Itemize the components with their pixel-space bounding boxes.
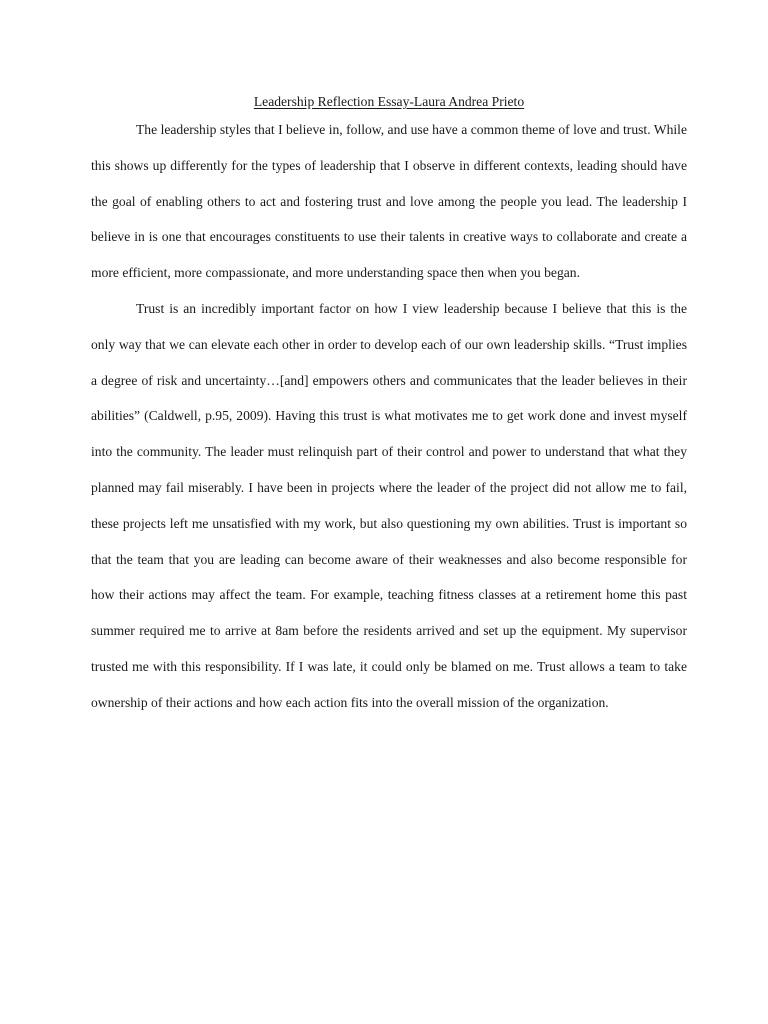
- paragraph-2: Trust is an incredibly important factor on how I view leadership because I believe that this is the only way that we can elevate each other in order to develop each of our own leadership skills. “Trust implies a degree of risk and uncertainty…[and] empowers others and communicates that the leader believes in their abilities” (Caldwell, p.95, 2009). Having this trust is what motivates me to get work done and invest myself into the community. The leader must relinquish part of their control and power to understand that what they planned may fail miserably. I have been in projects where the leader of the project did not allow me to fail, these projects left me unsatisfied with my work, but also questioning my own abilities. Trust is important so that the team that you are leading can become aware of their weaknesses and also become responsible for how their actions may affect the team. For example, teaching fitness classes at a retirement home this past summer required me to arrive at 8am before the residents arrived and set up the equipment. My supervisor trusted me with this responsibility. If I was late, it could only be blamed on me. Trust allows a team to take ownership of their actions and how each action fits into the overall mission of the organization.: [91, 300, 687, 710]
- paragraph-1: The leadership styles that I believe in, follow, and use have a common theme of love and trust. While this shows up differently for the types of leadership that I observe in different contexts, leading should have the goal of enabling others to act and fostering trust and love among the people you lead. The leadership I believe in is one that encourages constituents to use their talents in creative ways to collaborate and create a more efficient, more compassionate, and more understanding space then when you began.: [91, 122, 687, 281]
- essay-body: [91, 88, 687, 721]
- essay-title: Leadership Reflection Essay-Laura Andrea Prieto: [253, 94, 525, 109]
